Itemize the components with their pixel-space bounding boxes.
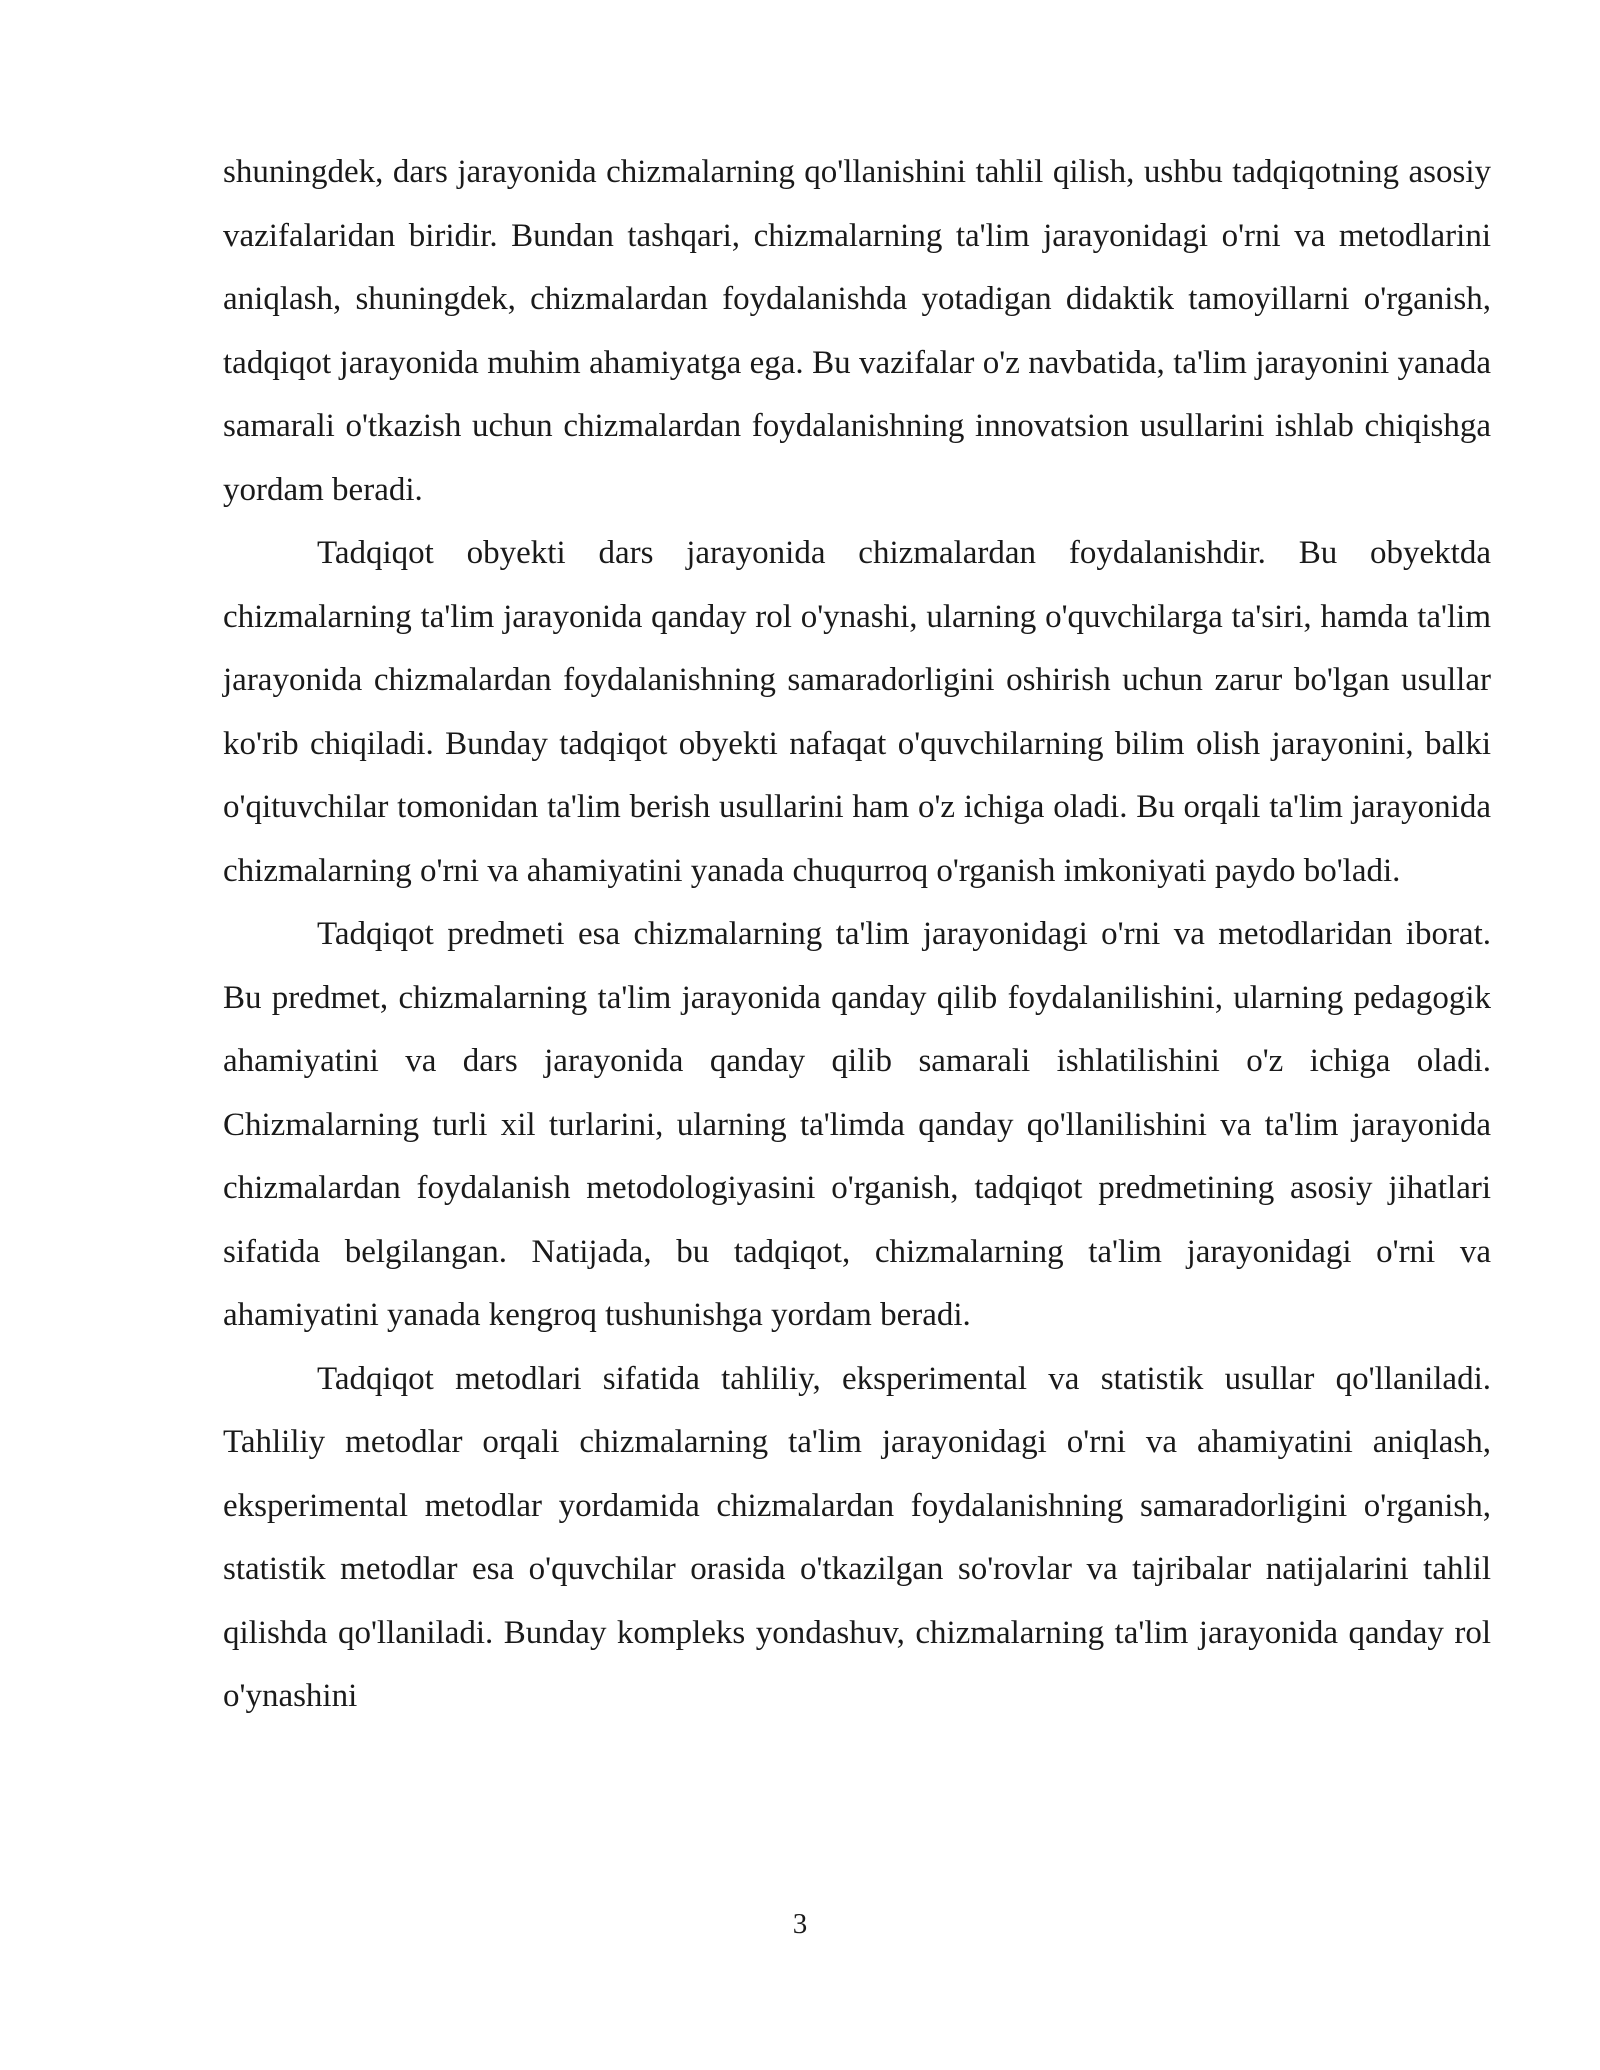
paragraph-continuation: shuningdek, dars jarayonida chizmalarning qo'llanishini tahlil qilish, ushbu tadqiqotning asosiy vazifalaridan biridir. Bundan tashqari, chizmalarning ta'lim jarayonidagi o'rni va metodlarini aniqlash, shuningdek, chizmalardan foydalanishda yotadigan didaktik tamoyillarni o'rganish, tadqiqot jarayonida muhim ahamiyatga ega. Bu vazifalar o'z navbatida, ta'lim jarayonini yanada samarali o'tkazish uchun chizmalardan foydalanishning innovatsion usullarini ishlab chiqishga yordam beradi. (223, 154, 1491, 508)
page-number: 3 (792, 1908, 808, 1940)
paragraph-research-methods: Tadqiqot metodlari sifatida tahliliy, eksperimental va statistik usullar qo'llaniladi. Tahliliy metodlar orqali chizmalarning ta'lim jarayonidagi o'rni va ahamiyatini aniqlash, eksperimental metodlar yordamida chizmalardan foydalanishning samaradorligini o'rganish, statistik metodlar esa o'quvchilar orasida o'tkazilgan so'rovlar va tajribalar natijalarini tahlil qilishda qo'llaniladi. Bunday kompleks yondashuv, chizmalarning ta'lim jarayonida qanday rol o'ynashini (223, 1360, 1491, 1714)
paragraph-research-subject: Tadqiqot predmeti esa chizmalarning ta'lim jarayonidagi o'rni va metodlaridan iborat. Bu predmet, chizmalarning ta'lim jarayonida qanday qilib foydalanilishini, ularning pedagogik ahamiyatini va dars jarayonida qanday qilib samarali ishlatilishini o'z ichiga oladi. Chizmalarning turli xil turlarini, ularning ta'limda qanday qo'llanilishini va ta'lim jarayonida chizmalardan foydalanish metodologiyasini o'rganish, tadqiqot predmetining asosiy jihatlari sifatida belgilangan. Natijada, bu tadqiqot, chizmalarning ta'lim jarayonidagi o'rni va ahamiyatini yanada kengroq tushunishga yordam beradi. (223, 916, 1491, 1333)
paragraph-research-object: Tadqiqot obyekti dars jarayonida chizmalardan foydalanishdir. Bu obyektda chizmalarning ta'lim jarayonida qanday rol o'ynashi, ularning o'quvchilarga ta'siri, hamda ta'lim jarayonida chizmalardan foydalanishning samaradorligini oshirish uchun zarur bo'lgan usullar ko'rib chiqiladi. Bunday tadqiqot obyekti nafaqat o'quvchilarning bilim olish jarayonini, balki o'qituvchilar tomonidan ta'lim berish usullarini ham o'z ichiga oladi. Bu orqali ta'lim jarayonida chizmalarning o'rni va ahamiyatini yanada chuqurroq o'rganish imkoniyati paydo bo'ladi. (223, 535, 1491, 889)
document-body (223, 141, 1491, 1729)
